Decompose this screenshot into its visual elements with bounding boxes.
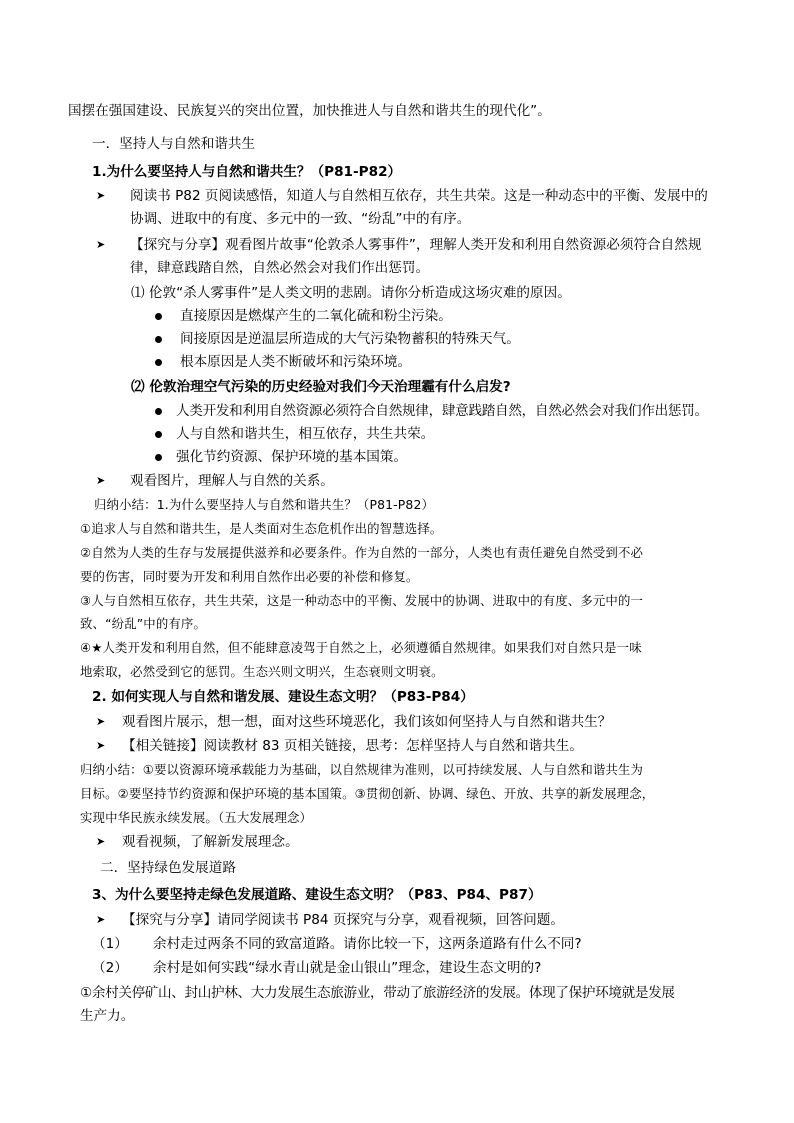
- q3-answer-line1: ①余村关停矿山、封山护林、大力发展生态旅游业，带动了旅游经济的发展。体现了保护环境就是发展: [80, 985, 675, 1001]
- q1-sub2-bullet: 人与自然和谐共生，相互依存，共生共荣。: [176, 426, 435, 442]
- bullet-dot-icon: [155, 408, 162, 415]
- arrow-bullet-icon: ➤: [96, 189, 106, 202]
- arrow-bullet-icon: ➤: [96, 835, 106, 848]
- question-3-title: 3、为什么要坚持走绿色发展道路、建设生态文明？（P83、P84、P87）: [92, 887, 542, 903]
- section-1-heading: 一．坚持人与自然和谐共生: [92, 136, 256, 152]
- q3-answer-line2: 生产力。: [80, 1008, 135, 1024]
- q1-sub-question-2: ⑵ 伦敦治理空气污染的历史经验对我们今天治理霾有什么启发?: [131, 379, 511, 395]
- arrow-bullet-icon: ➤: [96, 238, 106, 251]
- q1-summary-point-3-line1: ③人与自然相互依存，共生共荣，这是一种动态中的平衡、发展中的协调、进取中的有度、多元中的一: [80, 593, 644, 608]
- q2-item1: 观看图片展示，想一想，面对这些环境恶化，我们该如何坚持人与自然和谐共生？: [122, 714, 612, 730]
- arrow-bullet-icon: ➤: [96, 474, 106, 487]
- question-2-title: 2. 如何实现人与自然和谐发展、建设生态文明？（P83-P84）: [92, 689, 474, 705]
- q2-item2: 【相关链接】阅读教材 83 页相关链接，思考：怎样坚持人与自然和谐共生。: [122, 738, 583, 754]
- q3-item1: 【探究与分享】请同学阅读书 P84 页探究与分享，观看视频，回答问题。: [122, 912, 564, 928]
- q1-item3: 观看图片，理解人与自然的关系。: [130, 473, 334, 489]
- q1-sub-question-1: ⑴ 伦敦“杀人雾事件”是人类文明的悲剧。请你分析造成这场灾难的原因。: [131, 285, 571, 301]
- section-2-heading: 二．坚持绿色发展道路: [100, 860, 236, 876]
- q1-summary-point-2-line1: ②自然为人类的生存与发展提供滋养和必要条件。作为自然的一部分，人类也有责任避免自然受到不必: [80, 545, 644, 560]
- q1-sub2-bullet: 强化节约资源、保护环境的基本国策。: [176, 449, 408, 465]
- q1-sub1-bullet: 根本原因是人类不断破坏和污染环境。: [180, 354, 412, 370]
- q1-item1-line2: 协调、进取中的有度、多元中的一致、“纷乱”中的有序。: [130, 211, 471, 227]
- question-1-title: 1.为什么要坚持人与自然和谐共生？（P81-P82）: [92, 164, 402, 180]
- q1-summary-point-3-line2: 致、“纷乱”中的有序。: [80, 616, 207, 631]
- q3-sub2-text: 余村是如何实践“绿水青山就是金山银山”理念，建设生态文明的?: [153, 960, 542, 976]
- bullet-dot-icon: [155, 336, 162, 343]
- q1-summary-point-2-line2: 要的伤害，同时要为开发和利用自然作出必要的补偿和修复。: [80, 569, 419, 584]
- arrow-bullet-icon: ➤: [96, 739, 106, 752]
- q2-item3: 观看视频，了解新发展理念。: [122, 834, 299, 850]
- bullet-dot-icon: [155, 359, 162, 366]
- bullet-dot-icon: [155, 313, 162, 320]
- bullet-dot-icon: [155, 454, 162, 461]
- q2-summary-line2: 目标。②要坚持节约资源和保护环境的基本国策。③贯彻创新、协调、绿色、开放、共享的新发展理念，: [80, 786, 655, 801]
- q2-summary-line3: 实现中华民族永续发展。（五大发展理念）: [80, 810, 313, 825]
- q1-sub2-bullet: 人类开发和利用自然资源必须符合自然规律，肆意践踏自然，自然必然会对我们作出惩罚。: [176, 403, 708, 419]
- q3-sub1-number: （1）: [92, 936, 128, 952]
- bullet-dot-icon: [155, 431, 162, 438]
- q1-summary-point-4-line1: ④★人类开发和利用自然，但不能肆意凌驾于自然之上，必须遵循自然规律。如果我们对自然只是一味: [80, 640, 642, 655]
- q1-item1-line1: 阅读书 P82 页阅读感悟，知道人与自然相互依存，共生共荣。这是一种动态中的平衡、发展中的: [130, 188, 708, 204]
- q1-sub1-bullet: 间接原因是逆温层所造成的大气污染物蓄积的特殊天气。: [180, 331, 520, 347]
- intro-text: 国摆在强国建设、民族复兴的突出位置，加快推进人与自然和谐共生的现代化”。: [68, 103, 551, 119]
- q1-summary-point-4-line2: 地索取，必然受到它的惩罚。生态兴则文明兴，生态衰则文明衰。: [80, 664, 444, 679]
- q1-summary-point-1: ①追求人与自然和谐共生，是人类面对生态危机作出的智慧选择。: [80, 521, 443, 536]
- arrow-bullet-icon: ➤: [96, 913, 106, 926]
- q3-sub2-number: （2）: [92, 960, 128, 976]
- q3-sub1-text: 余村走过两条不同的致富道路。请你比较一下，这两条道路有什么不同?: [153, 936, 582, 952]
- q2-summary-line1: 归纳小结：①要以资源环境承载能力为基础，以自然规律为准则，以可持续发展、人与自然和谐共生为: [80, 762, 644, 777]
- q1-item2-line1: 【探究与分享】观看图片故事“伦敦杀人雾事件”，理解人类开发和利用自然资源必须符合自然规: [130, 237, 702, 253]
- q1-sub1-bullet: 直接原因是燃煤产生的二氧化硫和粉尘污染。: [180, 308, 452, 324]
- arrow-bullet-icon: ➤: [96, 715, 106, 728]
- q1-summary-title: 归纳小结：1.为什么要坚持人与自然和谐共生？（P81-P82）: [94, 497, 435, 512]
- q1-item2-line2: 律，肆意践踏自然，自然必然会对我们作出惩罚。: [130, 260, 430, 276]
